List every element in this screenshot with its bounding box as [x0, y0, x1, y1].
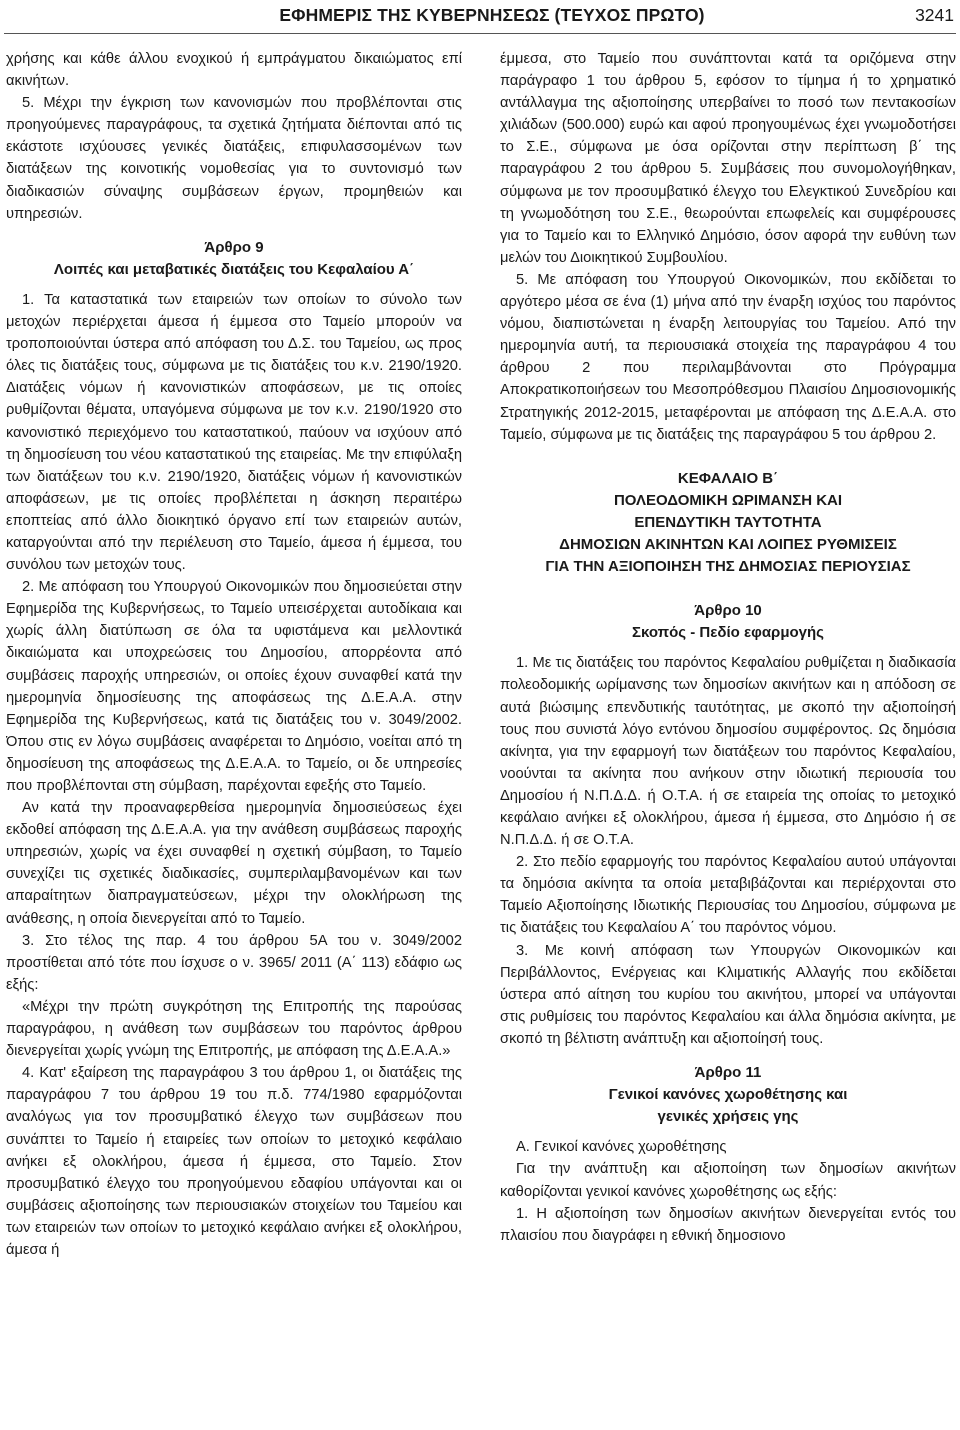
header-rule — [4, 33, 956, 34]
gazette-title: ΕΦΗΜΕΡΙΣ ΤΗΣ ΚΥΒΕΡΝΗΣΕΩΣ (ΤΕΥΧΟΣ ΠΡΩΤΟ) — [279, 5, 705, 25]
paragraph: έμμεσα, στο Ταμείο που συνάπτονται κατά τα οριζόμενα στην παράγραφο 1 του άρθρου 5, εφόσον το τίμημα ή το χρηματικό αντάλλαγμα της αξιοποίησης υπερβαίνει το ποσό των πεντακοσίων χιλιάδων (500.000) ευρώ και αφού προηγουμένως έχει γνωμοδοτήσει το Σ.Ε., σύμφωνα με όσα ορίζονται στην περίπτωση β΄ της παραγράφου 2 του άρθρου 5. Συμβάσεις που συνομολογήθηκαν, σύμφωνα με τον προσυμβατικό έλεγχο του Ελεγκτικού Συνεδρίου και τη γνωμοδότηση του Σ.Ε., θεωρούνται επωφελείς και συμφέρουσες για το Ταμείο και το Ελληνικό Δημόσιο, όσον αφορά την ευθύνη των μελών του Διοικητικού Συμβουλίου. — [500, 51, 956, 266]
article-9-title: Άρθρο 9 — [204, 238, 264, 256]
paragraph: χρήσης και κάθε άλλου ενοχικού ή εμπράγματου δικαιώματος επί ακινήτων. — [6, 51, 462, 90]
article-11-subtitle: Γενικοί κανόνες χωροθέτησης και — [608, 1086, 848, 1104]
left-column — [6, 48, 462, 1426]
paragraph: «Μέχρι την πρώτη συγκρότηση της Επιτροπής της παρούσας παραγράφου, η ανάθεση των συμβάσεων του παρόντος άρθρου διενεργείται χωρίς γνώμη της Επιτροπής, με απόφαση της Δ.Ε.Α.Α.» — [6, 998, 462, 1060]
paragraph: 1. Η αξιοποίηση των δημοσίων ακινήτων διενεργείται εντός του πλαισίου που διαγράφει η εθνική δημοσιονο — [500, 1205, 956, 1244]
paragraph: 1. Με τις διατάξεις του παρόντος Κεφαλαίου ρυθμίζεται η διαδικασία πολεοδομικής ωρίμανσης των δημοσίων ακινήτων και η απόδοση σε αυτά βιώσιμης επενδυτικής ταυτότητας, με σκοπό την αξιοποίησή τους που συνιστά λόγο εντόνου δημοσίου συμφέροντος. Ως δημόσια ακίνητα, για την εφαρμογή των διατάξεων του παρόντος Κεφαλαίου, νοούνται τα ακίνητα που ανήκουν στην ιδιωτική περιουσία του Δημοσίου ή Ν.Π.Δ.Δ. ή Ο.Τ.Α. ή σε εταιρεία της οποίας το μετοχικό κεφάλαιο ανήκει εξ ολοκλήρου, άμεσα ή έμμεσα, στο Δημόσιο ή σε Ν.Π.Δ.Δ. ή σε Ο.Τ.Α. — [500, 655, 956, 849]
paragraph: Α. Γενικοί κανόνες χωροθέτησης — [516, 1139, 727, 1156]
chapter-heading-line: ΕΠΕΝΔΥΤΙΚΗ ΤΑΥΤΟΤΗΤΑ — [634, 513, 822, 531]
paragraph: 1. Τα καταστατικά των εταιρειών των οποίων το σύνολο των μετοχών περιέρχεται άμεσα ή έμμεσα στο Ταμείο μπορούν να τροποποιούνται ύστερα από απόφαση του Δ.Σ. του Ταμείου, ως προς όλες τις διατάξεις τους, σύμφωνα με τις διατάξεις του κ.ν. 2190/1920. Διατάξεις νόμων ή κανονιστικών αποφάσεων, με τις οποίες ρυθμίζονται θέματα, υπαγόμενα σύμφωνα με τον κ.ν. 2190/1920 στο κανονιστικό περιεχόμενο του καταστατικού, παύουν να ισχύουν από τη δημοσίευση του νέου καταστατικού της εταιρείας. Με την επιφύλαξη των διατάξεων του κ.ν. 2190/1920, διατάξεις νόμων ή κανονιστικών αποφάσεων, με τις οποίες προβλέπεται η άσκηση περαιτέρω εποπτείας από άλλο διοικητικό όργανο επί των εταιρειών αυτών, καταργούνται από την περιέλευση στο Ταμείο, άμεσα ή έμμεσα, του συνόλου των μετοχών τους. — [6, 291, 462, 574]
chapter-heading-line: ΚΕΦΑΛΑΙΟ Β΄ — [677, 469, 779, 487]
article-11-title: Άρθρο 11 — [694, 1064, 762, 1082]
article-10-subtitle: Σκοπός - Πεδίο εφαρμογής — [632, 624, 824, 642]
chapter-heading-line: ΓΙΑ ΤΗΝ ΑΞΙΟΠΟΙΗΣΗ ΤΗΣ ΔΗΜΟΣΙΑΣ ΠΕΡΙΟΥΣΙΑΣ — [545, 558, 911, 576]
paragraph: 3. Με κοινή απόφαση των Υπουργών Οικονομικών και Περιβάλλοντος, Ενέργειας και Κλιματικής Αλλαγής που εκδίδεται ύστερα από αίτηση του κυρίου του ακινήτου, μπορεί να υπάγονται στις ρυθμίσεις του παρόντος Κεφαλαίου και άλλα δημόσια ακίνητα, με σκοπό τη βέλτιστη ανάπτυξη και αξιοποίησή τους. — [500, 942, 956, 1047]
paragraph: Για την ανάπτυξη και αξιοποίηση των δημοσίων ακινήτων καθορίζονται γενικοί κανόνες χωροθέτησης ως εξής: — [500, 1161, 956, 1200]
chapter-heading-line: ΠΟΛΕΟΔΟΜΙΚΗ ΩΡΙΜΑΝΣΗ ΚΑΙ — [613, 491, 843, 509]
paragraph: 2. Με απόφαση του Υπουργού Οικονομικών που δημοσιεύεται στην Εφημερίδα της Κυβερνήσεως, το Ταμείο υπεισέρχεται αυτοδίκαια και χωρίς άλλη διατύπωση σε όλα τα υφιστάμενα και μελλοντικά δικαιώματα και υποχρεώσεις του Δημοσίου, απορρέοντα από συμβάσεις παροχής υπηρεσιών, οι οποίες έχουν συναφθεί κατά την ημερομηνία δημοσίευσης της αποφάσεως της Δ.Ε.Α.Α. στην Εφημερίδα της Κυβερνήσεως, κατά τις διατάξεις του ν. 3049/2002. Όπου στις εν λόγω συμβάσεις αναφέρεται το Δημόσιο, νοείται από τη δημοσίευση της αποφάσεως της Δ.Ε.Α.Α. το Ταμείο, οι δε υπηρεσίες που προβλέπονται στη σύμβαση, παρέχονται εφεξής στο Ταμείο. — [6, 579, 462, 794]
paragraph: 2. Στο πεδίο εφαρμογής του παρόντος Κεφαλαίου αυτού υπάγονται τα δημόσια ακίνητα τα οποία μεταβιβάζονται και περιέρχονται στο Ταμείο Αξιοποίησης Ιδιωτικής Περιουσίας του Δημοσίου, σύμφωνα με τις διατάξεις του Κεφαλαίου Α΄ του παρόντος νόμου. — [500, 854, 956, 937]
paragraph: 4. Κατ' εξαίρεση της παραγράφου 3 του άρθρου 1, οι διατάξεις της παραγράφου 7 του άρθρου 19 του π.δ. 774/1980 εφαρμόζονται αναλόγως για τον προσυμβατικό έλεγχο των συμβάσεων που συνάπτει το Ταμείο ή εταιρείες των οποίων το μετοχικό κεφάλαιο ανήκει εξ ολοκλήρου, άμεσα ή έμμεσα, στο Ταμείο. Στον προσυμβατικό έλεγχο του προηγούμενου εδαφίου υπάγονται και οι συμβάσεις αξιοποίησης των περιουσιακών στοιχείων του Ταμείου και των εταιρειών των οποίων το μετοχικό κεφάλαιο ανήκει εξ ολοκλήρου, άμεσα ή — [6, 1065, 462, 1258]
paragraph: 5. Μέχρι την έγκριση των κανονισμών που προβλέπονται στις προηγούμενες παραγράφους, τα σχετικά ζητήματα διέπονται από τις εκάστοτε ισχύουσες γενικές διατάξεις, επιφυλασσομένων των διατάξεων της κοινοτικής νομοθεσίας για το συντονισμό των διαδικασιών σύναψης συμβάσεων έργων, προμηθειών και υπηρεσιών. — [6, 95, 462, 222]
paragraph: Αν κατά την προαναφερθείσα ημερομηνία δημοσιεύσεως έχει εκδοθεί απόφαση της Δ.Ε.Α.Α. για την ανάθεση συμβάσεως παροχής υπηρεσιών, χωρίς να έχει συναφθεί η σχετική σύμβαση, το Ταμείο συνεχίζει τις σχετικές διαδικασίες, συμπεριλαμβανομένων και των απαραίτητων διαπραγματεύσεων, μέχρι την ολοκλήρωση της ανάθεσης, η οποία διενεργείται από το Ταμείο. — [6, 800, 462, 927]
page-header — [0, 0, 960, 32]
right-column — [500, 48, 956, 1426]
article-10-title: Άρθρο 10 — [694, 602, 762, 620]
page-number: 3241 — [915, 5, 954, 25]
paragraph: 5. Με απόφαση του Υπουργού Οικονομικών, που εκδίδεται το αργότερο μέσα σε ένα (1) μήνα από την έναρξη ισχύος του παρόντος νόμου, διαπιστώνεται η έναρξη λειτουργίας του Ταμείου. Από την ημερομηνία αυτή, τα περιουσιακά στοιχεία της παραγράφου 4 του άρθρου 2 που περιλαμβάνονται στο Πρόγραμμα Αποκρατικοποιήσεων του Μεσοπρόθεσμου Πλαισίου Δημοσιονομικής Στρατηγικής 2012-2015, μεταφέρονται με απόφαση της Δ.Ε.Α.Α. στο Ταμείο, σύμφωνα με τις διατάξεις της παραγράφου 5 του άρθρου 2. — [500, 271, 956, 443]
article-11-subtitle: γενικές χρήσεις γης — [657, 1108, 799, 1126]
chapter-heading-line: ΔΗΜΟΣΙΩΝ ΑΚΙΝΗΤΩΝ ΚΑΙ ΛΟΙΠΕΣ ΡΥΘΜΙΣΕΙΣ — [559, 535, 897, 553]
article-9-subtitle: Λοιπές και μεταβατικές διατάξεις του Κεφαλαίου Α΄ — [53, 260, 415, 278]
paragraph: 3. Στο τέλος της παρ. 4 του άρθρου 5Α του ν. 3049/2002 προστίθεται από τότε που ίσχυσε ο ν. 3965/ 2011 (Α΄ 113) εδάφιο ως εξής: — [6, 932, 462, 993]
